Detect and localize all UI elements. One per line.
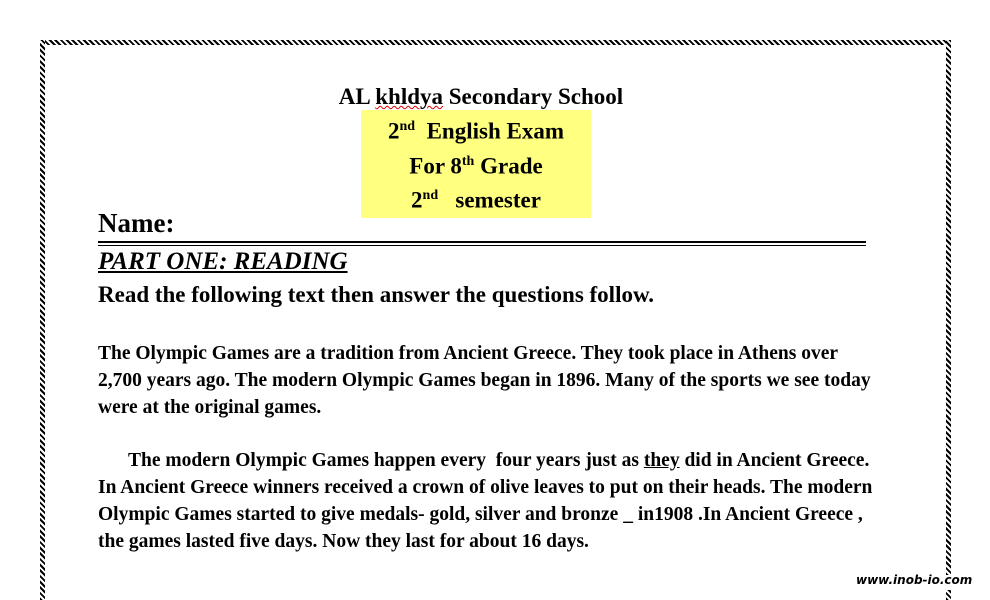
page-border-top bbox=[42, 40, 950, 45]
grade-line: For 8th Grade bbox=[409, 153, 543, 179]
underlined-word: they bbox=[643, 450, 680, 471]
exam-title: 2nd English Exam bbox=[388, 118, 564, 144]
paragraph-1: The Olympic Games are a tradition from Ancient Greece. They took place in Athens over 2,700 years ago. The modern Olympic Games began in 1896. Many of the sports we see today were at the original games. bbox=[98, 343, 871, 418]
name-label: Name: bbox=[98, 208, 175, 238]
spellcheck-word: khldya bbox=[375, 84, 443, 109]
paragraph-2: The modern Olympic Games happen every four years just as they did in Ancient Greece. In Ancient Greece winners received a crown of olive leaves to put on their heads. The modern Olympic Games started to give medals- gold, silver and bronze _ in1908 .In Ancient Greece , the games lasted five days. Now they last for about 16 days. bbox=[98, 450, 878, 552]
watermark: www.inob-io.com bbox=[856, 573, 973, 587]
instruction: Read the following text then answer the questions follow. bbox=[98, 282, 655, 307]
page-border-right bbox=[946, 590, 951, 600]
school-prefix: AL bbox=[338, 84, 376, 109]
page-border-left bbox=[40, 40, 45, 600]
part-title: PART ONE: READING bbox=[98, 248, 348, 275]
school-title bbox=[0, 84, 962, 110]
semester-line: 2nd semester bbox=[411, 187, 541, 213]
school-suffix: Secondary School bbox=[443, 84, 624, 109]
exam-info-box bbox=[361, 110, 591, 218]
page-border-right bbox=[946, 40, 951, 575]
double-divider bbox=[98, 241, 866, 246]
